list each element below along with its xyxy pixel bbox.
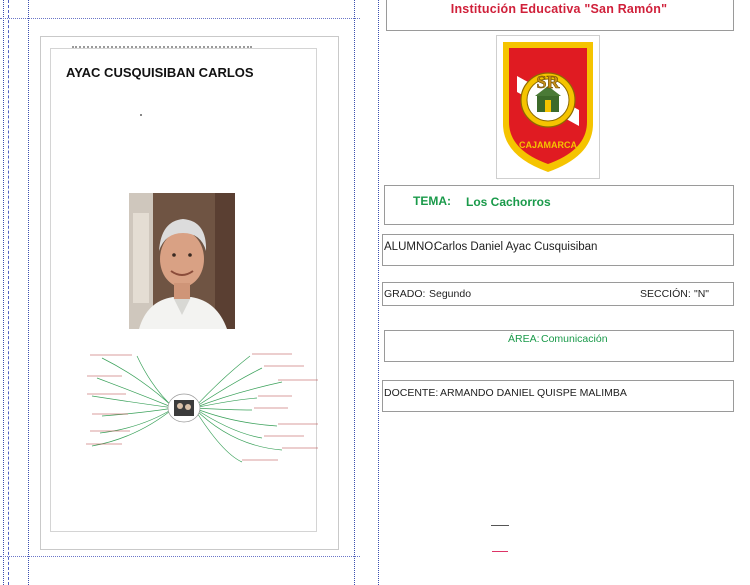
faded-header-line: [72, 46, 252, 55]
tema-value: Los Cachorros: [466, 195, 551, 209]
mind-map-diagram: [82, 338, 322, 478]
shield-icon: [497, 36, 599, 178]
area-value: Comunicación: [541, 333, 608, 345]
bottom-dash-2: [492, 551, 508, 552]
mind-map-graphic: [82, 338, 322, 478]
bottom-dash-1: [491, 525, 509, 526]
logo-city: CAJAMARCA: [519, 140, 577, 150]
guide-line-bottom: [0, 556, 360, 557]
guide-line-left-inner: [8, 0, 9, 585]
docente-label: DOCENTE:: [384, 387, 439, 399]
guide-line-top: [0, 18, 360, 19]
alumno-label: ALUMNO:: [384, 241, 437, 253]
guide-line-page-right: [354, 0, 355, 585]
seccion-label: SECCIÓN:: [640, 288, 691, 300]
school-title: Institución Educativa "San Ramón": [450, 2, 668, 16]
alumno-value: Carlos Daniel Ayac Cusquisiban: [434, 241, 598, 253]
guide-line-right-column: [378, 0, 379, 585]
author-name: AYAC CUSQUISIBAN CARLOS: [66, 65, 254, 80]
small-dot: [140, 114, 142, 116]
portrait-illustration: [129, 193, 235, 329]
area-label: ÁREA:: [508, 333, 540, 345]
author-photo: [129, 193, 235, 329]
seccion-value: "N": [694, 288, 710, 300]
docente-value: ARMANDO DANIEL QUISPE MALIMBA: [440, 387, 627, 399]
logo-letters: SR: [536, 72, 560, 92]
school-logo: [496, 35, 600, 179]
grado-value: Segundo: [429, 288, 472, 300]
tema-label: TEMA:: [413, 194, 451, 208]
guide-line-left-outer: [3, 0, 4, 585]
guide-line-page-left: [28, 0, 29, 585]
grado-label: GRADO:: [384, 288, 426, 300]
